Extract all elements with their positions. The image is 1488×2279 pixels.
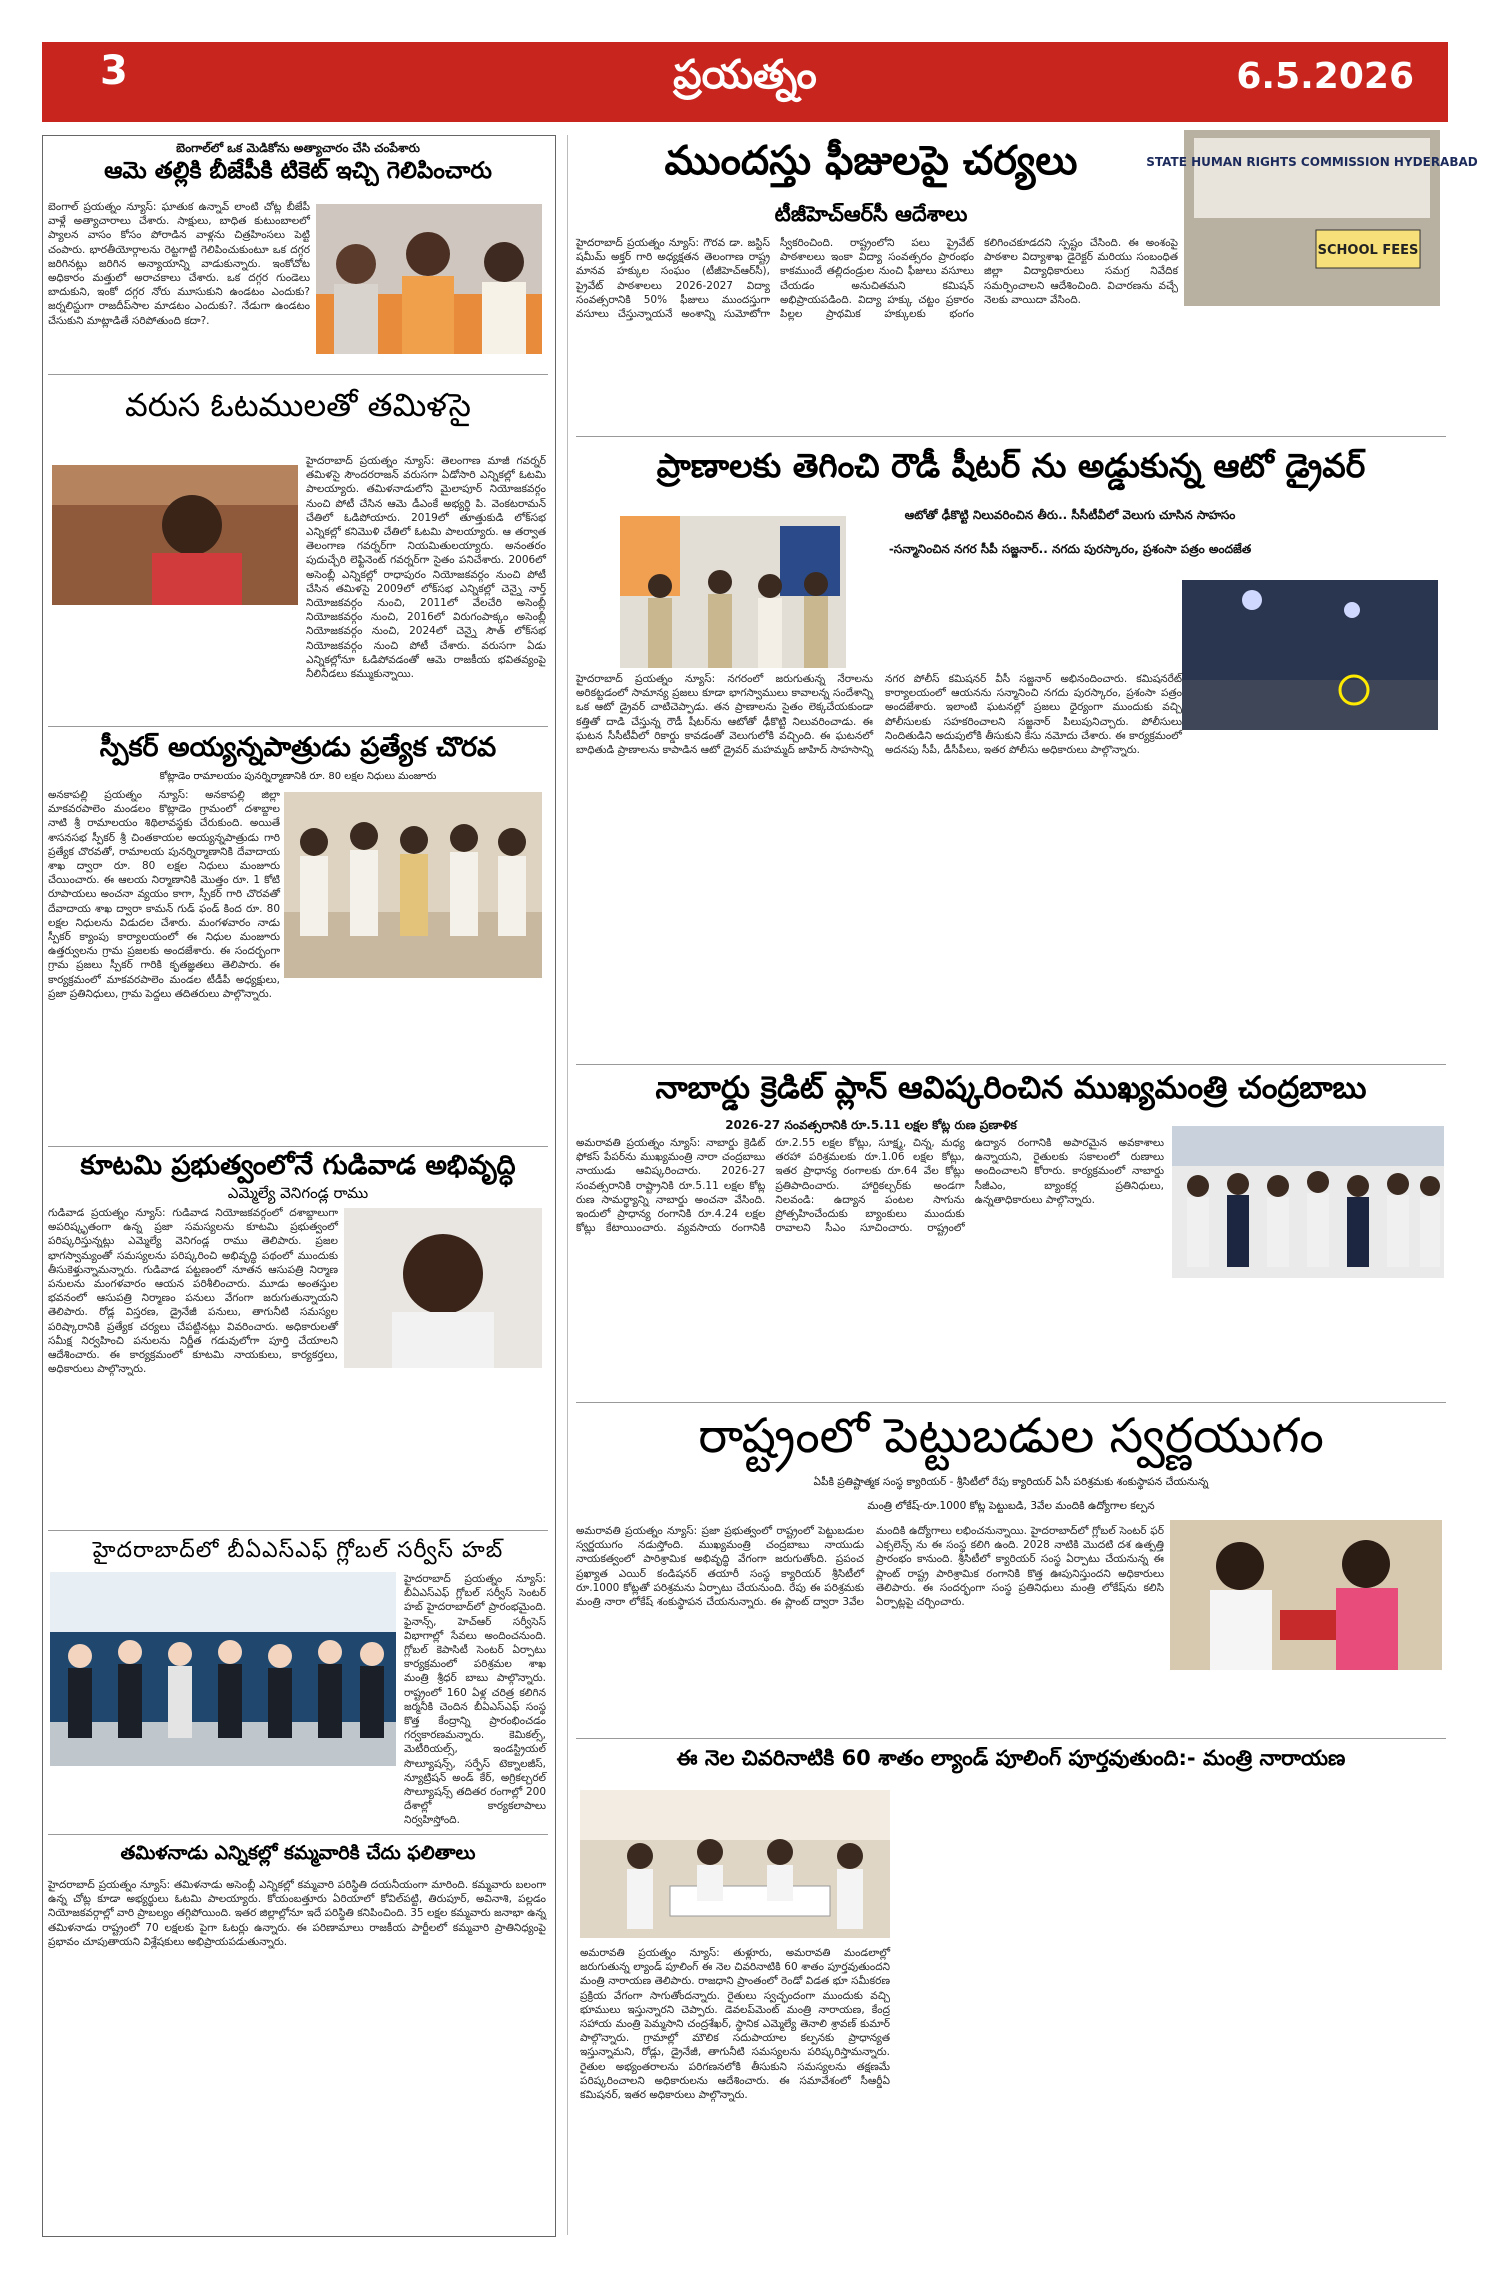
article-title: హైదరాబాద్‌లో బీఏఎస్‌ఎఫ్ గ్లోబల్ సర్వీస్ హబ్ bbox=[92, 1538, 504, 1563]
article-subtitle: కోట్లాడెం రామాలయం పునర్నిర్మాణానికి రూ. 80 లక్షల నిధులు మంజూరు bbox=[159, 771, 437, 782]
article-body-continued bbox=[48, 1026, 546, 1144]
photo-signboard: STATE HUMAN RIGHTS COMMISSION HYDERABAD bbox=[1146, 155, 1478, 169]
divider bbox=[48, 726, 548, 727]
newspaper-name: ప్రయత్నం bbox=[673, 52, 817, 98]
article-kicker: ఏపీకి ప్రతిష్టాత్మక సంస్థ క్యారియర్ - శ్రీసిటీలో రేపు క్యారియర్ ఏసీ పరిశ్రమకు శంకుస్థాపన చేయనున్న bbox=[813, 1476, 1209, 1488]
article-body: అమరావతి ప్రయత్నం న్యూస్: తుళ్లూరు, అమరావతి మండలాల్లో జరుగుతున్న ల్యాండ్ పూలింగ్ ఈ నెల చివరినాటికి 60 శాతం పూర్తవుతుందని మంత్రి నారాయణ తెలిపారు. రాజధాని ప్రాంతంలో రెండో విడత భూ సమీకరణ ప్రక్రియ వేగంగా సాగుతోందన్నారు. రైతులు స్వచ్ఛందంగా ముందుకు వచ్చి భూములు ఇస్తున్నారని చెప్పారు. డెవలప్‌మెంట్ మంత్రి నారాయణ, కేంద్ర సహాయ మంత్రి పెమ్మసాని చంద్రశేఖర్, స్థానిక ఎమ్మెల్యే తెనాలి శ్రావణ్ కుమార్ పాల్గొన్నారు. గ్రామాల్లో మౌలిక సదుపాయాల కల్పనకు ప్రాధాన్యత ఇస్తున్నామని, రోడ్లు, డ్రైనేజీ, తాగునీటి సమస్యలను పరిష్కరిస్తామన్నారు. రైతుల అభ్యంతరాలను పరిగణనలోకి తీసుకుని సమస్యలను తక్షణమే పరిష్కరించాలని అధికారులను ఆదేశించారు. ఈ సమావేశంలో సీఆర్డీఏ కమిషనర్, ఇతర అధికారులు పాల్గొన్నారు. bbox=[580, 1947, 890, 2102]
article-body: హైదరాబాద్ ప్రయత్నం న్యూస్: బీఏఎస్‌ఎఫ్ గ్లోబల్ సర్వీస్ సెంటర్ హబ్ హైదరాబాద్‌లో ప్రారంభమైంది. ఫైనాన్స్, హెచ్‌ఆర్ సర్వీసెస్ విభాగాల్లో సేవలు అందించనుంది. గ్లోబల్ కెపాసిటీ సెంటర్ ఏర్పాటు కార్యక్రమంలో పరిశ్రమల శాఖ మంత్రి శ్రీధర్ బాబు పాల్గొన్నారు. రాష్ట్రంలో 160 ఏళ్ల చరిత్ర కలిగిన జర్మనీకి చెందిన బీఏఎస్‌ఎఫ్ సంస్థ కొత్త కేంద్రాన్ని ప్రారంభించడం గర్వకారణమన్నారు. కెమికల్స్, మెటీరియల్స్, ఇండస్ట్రియల్ సొల్యూషన్స్, సర్ఫేస్ టెక్నాలజీస్, న్యూట్రిషన్ అండ్ కేర్, అగ్రికల్చరల్ సొల్యూషన్స్ తదితర రంగాల్లో 200 దేశాల్లో కార్యకలాపాలు నిర్వహిస్తోంది. bbox=[404, 1573, 546, 1827]
news-photo bbox=[1146, 130, 1478, 306]
article-title: ముందస్తు ఫీజులపై చర్యలు bbox=[664, 138, 1078, 184]
article-kicker: 2026-27 సంవత్సరానికి రూ.5.11 లక్షల కోట్ల రుణ ప్రణాళిక bbox=[725, 1118, 1017, 1132]
news-photo bbox=[1170, 1520, 1442, 1670]
column-divider bbox=[567, 135, 568, 2235]
article-body: హైదరాబాద్ ప్రయత్నం న్యూస్: తమిళనాడు అసెంబ్లీ ఎన్నికల్లో కమ్మవారి పరిస్థితి దయనీయంగా మారింది. కమ్మవారు బలంగా ఉన్న చోట్ల కూడా అభ్యర్థులు ఓటమి పాలయ్యారు. కోయంబత్తూరు ఏరియాలో కోవిల్‌పట్టి, తిరుపూర్, అవినాశి, పల్లడం నియోజకవర్గాల్లో వారి ప్రాబల్యం తగ్గిపోయింది. ఇతర జిల్లాల్లోనూ ఇదే పరిస్థితి కనిపించింది. 35 లక్షల కమ్మవారు జనాభా ఉన్న తమిళనాడు రాష్ట్రంలో 70 లక్షలకు పైగా ఓటర్లు ఉన్నారు. ఈ పరిణామాలు రాజకీయ పార్టీలలో కమ్మవారి ప్రాతినిధ్యంపై ప్రభావం చూపుతాయని విశ్లేషకులు అభిప్రాయపడుతున్నారు. bbox=[48, 1879, 546, 1948]
divider bbox=[48, 1834, 548, 1835]
article-title: ఈ నెల చివరినాటికి 60 శాతం ల్యాండ్ పూలింగ్ పూర్తవుతుంది:- మంత్రి నారాయణ bbox=[676, 1746, 1346, 1770]
article-kicker: -సన్మానించిన నగర సీపీ సజ్జనార్.. నగదు పురస్కారం, ప్రశంసా పత్రం అందజేత bbox=[888, 542, 1252, 556]
divider bbox=[576, 1738, 1446, 1739]
divider bbox=[48, 374, 548, 375]
news-photo bbox=[316, 204, 542, 354]
article-title: ప్రాణాలకు తెగించి రౌడీ షీటర్ ను అడ్డుకున్న ఆటో డ్రైవర్ bbox=[656, 446, 1366, 485]
cctv-photo bbox=[1182, 580, 1438, 730]
article-subtitle: ఎమ్మెల్యే వెనిగండ్ల రాము bbox=[227, 1184, 369, 1202]
news-photo bbox=[620, 516, 846, 668]
page-number: 3 bbox=[100, 48, 128, 94]
issue-date: 6.5.2026 bbox=[1236, 56, 1414, 97]
article-body: బెంగాల్ ప్రయత్నం న్యూస్: ఘాతుక ఉన్నావ్ లాంటి చోట్ల బీజేపీ వాళ్లే అత్యాచారాలు చేశారు. సాక్షులు, బాధిత కుటుంబాలలో ప్యాలన వాసం కోసం పోరాడిన వాళ్లను చిత్రహింసలు పెట్టి చంపారు. భారతీయోర్గాలను రెట్టగాట్టి గెలిపించుకుంటూ ఒక దగ్గర జరిగినట్లు జరిగిన అన్యాయాన్ని వాడుకున్నారు. ఇంకోచోట అధికారం మత్తులో అరాచకాలు చేశారు. ఒక దగ్గర గుండెలు బాదుకుని, ఇంకో దగ్గర నోరు మూసుకుని ఉండటం ఎందుకు? జర్నలిస్టుగా రాజదీప్‌సాల మాడటం ఎందుకు?. నేడుగా ఉండటం చేసుకుని మాట్లాడితే సరిపోతుంది కదా?. bbox=[48, 201, 310, 327]
article-title: నాబార్డు క్రెడిట్ ప్లాన్ ఆవిష్కరించిన ముఖ్యమంత్రి చంద్రబాబు bbox=[655, 1070, 1367, 1106]
article-body-continued bbox=[1172, 1284, 1442, 1398]
news-photo bbox=[344, 1208, 542, 1368]
article-title: ఆమె తల్లికి బీజేపీకి టికెట్ ఇచ్చి గెలిపించారు bbox=[104, 158, 492, 184]
article-body-continued bbox=[900, 1788, 1442, 2228]
article-kicker: బెంగాల్‌లో ఒక మెడికోను అత్యాచారం చేసి చంపేశారు bbox=[176, 141, 420, 155]
divider bbox=[576, 1064, 1446, 1065]
news-photo bbox=[52, 465, 298, 605]
article-body-continued bbox=[1184, 736, 1442, 1062]
article-kicker: మంత్రి లోకేష్-రూ.1000 కోట్ల పెట్టుబడి, 3వేల మందికి ఉద్యోగాల కల్పన bbox=[867, 1500, 1155, 1512]
article-body: గుడివాడ ప్రయత్నం న్యూస్: గుడివాడ నియోజకవర్గంలో దశాబ్దాలుగా అపరిష్కృతంగా ఉన్న ప్రజా సమస్యలను కూటమి ప్రభుత్వంలో పరిష్కరిస్తున్నట్లు ఎమ్మెల్యే వెనిగండ్ల రాము తెలిపారు. ప్రజల భాగస్వామ్యంతో సమస్యలను పరిష్కరించి అభివృద్ధి పథంలో ముందుకు తీసుకెళ్తున్నామన్నారు. గుడివాడ పట్టణంలో నూతన ఆసుపత్రి నిర్మాణ పనులను మంగళవారం ఆయన పరిశీలించారు. మూడు అంతస్తుల భవనంలో ఆసుపత్రి నిర్మాణం పనులు వేగంగా జరుగుతున్నాయని తెలిపారు. రోడ్ల విస్తరణ, డ్రైనేజీ పనులు, తాగునీటి సమస్యల పరిష్కారానికి ప్రత్యేక చర్యలు చేపట్టినట్లు వివరించారు. అధికారులతో సమీక్ష నిర్వహించి పనులను నిర్ణీత గడువులోగా పూర్తి చేయాలని ఆదేశించారు. ఈ కార్యక్రమంలో కూటమి నాయకులు, కార్యకర్తలు, అధికారులు పాల్గొన్నారు. bbox=[48, 1207, 338, 1376]
article-body-continued bbox=[1170, 1674, 1442, 1734]
news-photo bbox=[1172, 1126, 1444, 1278]
article-body-continued bbox=[48, 1376, 546, 1528]
article-body: అమరావతి ప్రయత్నం న్యూస్: ప్రజా ప్రభుత్వంలో రాష్ట్రంలో పెట్టుబడుల స్వర్ణయుగం నడుస్తోంది. ముఖ్యమంత్రి చంద్రబాబు నాయుడు నాయకత్వంలో పారిశ్రామిక అభివృద్ధి వేగంగా జరుగుతోంది. ప్రపంచ ప్రఖ్యాత ఎయిర్ కండిషనర్ తయారీ సంస్థ క్యారియర్ శ్రీసిటీలో రూ.1000 కోట్లతో పరిశ్రమను ఏర్పాటు చేయనుంది. రేపు ఈ పరిశ్రమకు మంత్రి నారా లోకేష్ శంకుస్థాపన చేయనున్నారు. ఈ ప్లాంట్ ద్వారా 3వేల మందికి ఉద్యోగాలు లభించనున్నాయి. హైదరాబాద్‌లో గ్లోబల్ సెంటర్ ఫర్ ఎక్సలెన్స్ ను ఈ సంస్థ కలిగి ఉంది. 2028 నాటికి మొదటి దశ ఉత్పత్తి ప్రారంభం కానుంది. శ్రీసిటీలో క్యారియర్ సంస్థ ఏర్పాటు చేయనున్న ఈ ప్లాంట్ రాష్ట్ర పారిశ్రామిక రంగానికి కొత్త ఊపునిస్తుందని అధికారులు తెలిపారు. ఈ సందర్భంగా సంస్థ ప్రతినిధులు మంత్రి లోకేష్‌ను కలిసి ఏర్పాట్లపై చర్చించారు. bbox=[576, 1525, 1164, 1609]
article-body-continued bbox=[48, 1768, 546, 1832]
article-body: హైదరాబాద్ ప్రయత్నం న్యూస్: నగరంలో జరుగుతున్న నేరాలను అరికట్టడంలో సామాన్య ప్రజలు కూడా భాగస్వాములు కావాలన్న సందేశాన్ని ఒక ఆటో డ్రైవర్ చాటిచెప్పాడు. తన ప్రాణాలను సైతం లెక్కచేయకుండా కత్తితో దాడి చేస్తున్న రౌడీ షీటర్‌ను ఆటోతో ఢీకొట్టి నిలువరించాడు. ఈ ఘటన సీసీటీవీలో రికార్డు కావడంతో వెలుగులోకి వచ్చింది. ఈ ఘటనలో బాధితుడి ప్రాణాలను కాపాడిన ఆటో డ్రైవర్ మహమ్మద్ జాహిద్ సాహసాన్ని నగర పోలీస్ కమిషనర్ వీసీ సజ్జనార్ అభినందించారు. కమిషనరేట్ కార్యాలయంలో ఆయనను సన్మానించి నగదు పురస్కారం, ప్రశంసా పత్రం అందజేశారు. ఇలాంటి ఘటనల్లో ప్రజలు ధైర్యంగా ముందుకు వచ్చి పోలీసులకు సహకరించాలని సజ్జనార్ పిలుపునిచ్చారు. పోలీసులు నిందితుడిని అదుపులోకి తీసుకుని కేసు నమోదు చేశారు. ఈ కార్యక్రమంలో అదనపు సీపీ, డీసీపీలు, ఇతర పోలీసు అధికారులు పాల్గొన్నారు. bbox=[576, 673, 1182, 757]
photo-board-text: SCHOOL FEES bbox=[1317, 243, 1419, 258]
news-photo bbox=[50, 1572, 396, 1766]
news-photo bbox=[284, 792, 542, 978]
article-body-continued bbox=[48, 606, 546, 724]
article-title: కూటమి ప్రభుత్వంలోనే గుడివాడ అభివృద్ధి bbox=[80, 1150, 516, 1181]
article-title: వరుస ఓటములతో తమిళసై bbox=[125, 386, 471, 424]
article-body: అనకాపల్లి ప్రయత్నం న్యూస్: అనకాపల్లి జిల్లా మాకవరపాలెం మండలం కొట్లాడెం గ్రామంలో దశాబ్దాల నాటి శ్రీ రామాలయం శిథిలావస్థకు చేరుకుంది. అయితే శాసనసభ స్పీకర్ శ్రీ చింతకాయల అయ్యన్నపాత్రుడు గారి ప్రత్యేక చొరవతో, రామాలయ పునర్నిర్మాణానికి దేవాదాయ శాఖ ద్వారా రూ. 80 లక్షల నిధులు మంజూరు చేయించారు. ఈ ఆలయ నిర్మాణానికి మొత్తం రూ. 1 కోటి రూపాయలు అంచనా వ్యయం కాగా, స్పీకర్ గారి చొరవతో దేవాదాయ శాఖ ద్వారా కామన్ గుడ్ ఫండ్ కింద రూ. 80 లక్షల నిధులను విడుదల చేశారు. మంగళవారం నాడు స్పీకర్ క్యాంపు కార్యాలయంలో ఈ నిధుల మంజూరు ఉత్తర్వులను గ్రామ ప్రజలకు అందజేశారు. ఈ సందర్భంగా గ్రామ ప్రజలు స్పీకర్ గారికి కృతజ్ఞతలు తెలిపారు. ఈ కార్యక్రమంలో మాకవరపాలెం మండల టీడీపీ అధ్యక్షులు, ప్రజా ప్రతినిధులు, గ్రామ పెద్దలు తదితరులు పాల్గొన్నారు. bbox=[48, 789, 280, 1000]
article-subtitle: టీజీహెచ్‌ఆర్‌సీ ఆదేశాలు bbox=[774, 202, 968, 226]
article-body: హైదరాబాద్ ప్రయత్నం న్యూస్: తెలంగాణ మాజీ గవర్నర్ తమిళసై సౌందరరాజన్ వరుసగా ఏడోసారి ఎన్నికల్లో ఓటమి పాలయ్యారు. తమిళనాడులోని మైలాపూర్ నియోజకవర్గం నుంచి పోటీ చేసిన ఆమె డీఎంకే అభ్యర్థి పి. వెంకటరామన్ చేతిలో ఓడిపోయారు. 2019లో తూత్తుకుడి లోక్‌సభ ఎన్నికల్లో కనిమొళి చేతిలో ఓటమి పాలయ్యారు. ఆ తర్వాత తెలంగాణ గవర్నర్‌గా నియమితులయ్యారు. అనంతరం పుదుచ్చేరి లెఫ్టినెంట్ గవర్నర్‌గా సైతం పనిచేశారు. 2006లో అసెంబ్లీ ఎన్నికల్లో రాధాపురం నియోజకవర్గం నుంచి పోటీ చేసిన తమిళసై 2009లో లోక్‌సభ ఎన్నికల్లో చెన్నై నార్త్ నియోజకవర్గం నుంచి, 2011లో వేలచేరి అసెంబ్లీ నియోజకవర్గం నుంచి, 2016లో విరుగంపాక్కం అసెంబ్లీ నియోజకవర్గం నుంచి, 2024లో చెన్నై సౌత్ లోక్‌సభ నియోజకవర్గం నుంచి పోటీ చేశారు. వరుసగా ఏడు ఎన్నికల్లోనూ ఓడిపోవడంతో ఆమె రాజకీయ భవితవ్యంపై నీలినీడలు కమ్ముకున్నాయి. bbox=[306, 455, 546, 681]
divider bbox=[576, 1402, 1446, 1403]
article-kicker: ఆటోతో ఢీకొట్టి నిలువరించిన తీరు.. సీసీటీవీలో వెలుగు చూసిన సాహసం bbox=[904, 508, 1236, 522]
article-title: తమిళనాడు ఎన్నికల్లో కమ్మవారికి చేదు ఫలితాలు bbox=[120, 1842, 476, 1864]
article-body: అమరావతి ప్రయత్నం న్యూస్: నాబార్డు క్రెడిట్ ఫోకస్ పేపర్‌ను ముఖ్యమంత్రి నారా చంద్రబాబు నాయుడు ఆవిష్కరించారు. 2026-27 సంవత్సరానికి రాష్ట్రానికి రూ.5.11 లక్షల కోట్ల రుణ సామర్థ్యాన్ని నాబార్డు అంచనా వేసింది. ఇందులో ప్రాధాన్య రంగానికి రూ.4.24 లక్షల కోట్లు కేటాయించారు. వ్యవసాయ రంగానికి రూ.2.55 లక్షల కోట్లు, సూక్ష్మ, చిన్న, మధ్య తరహా పరిశ్రమలకు రూ.1.06 లక్షల కోట్లు, ఇతర ప్రాధాన్య రంగాలకు రూ.64 వేల కోట్లు ప్రతిపాదించారు. హార్టికల్చర్‌కు అండగా నిలవండి: ఉద్యాన పంటల సాగును ప్రోత్సహించేందుకు బ్యాంకులు ముందుకు రావాలని సీఎం సూచించారు. రాష్ట్రంలో ఉద్యాన రంగానికి అపారమైన అవకాశాలు ఉన్నాయని, రైతులకు సకాలంలో రుణాలు అందించాలని కోరారు. కార్యక్రమంలో నాబార్డు సీజీఎం, బ్యాంకర్ల ప్రతినిధులు, ఉన్నతాధికారులు పాల్గొన్నారు. bbox=[576, 1137, 1164, 1235]
divider bbox=[576, 436, 1446, 437]
divider bbox=[48, 1146, 548, 1147]
article-body: హైదరాబాద్ ప్రయత్నం న్యూస్: గౌరవ డా. జస్టిస్ షమీమ్ అక్తర్ గారి అధ్యక్షతన తెలంగాణ రాష్ట్ర మానవ హక్కుల సంఘం (టీజీహెచ్‌ఆర్‌సీ), ప్రైవేట్ పాఠశాలలు 2026-2027 విద్యా సంవత్సరానికి 50% ఫీజులు ముందస్తుగా వసూలు చేస్తున్నాయనే అంశాన్ని సుమోటోగా స్వీకరించింది. రాష్ట్రంలోని పలు ప్రైవేట్ పాఠశాలలు ఇంకా విద్యా సంవత్సరం ప్రారంభం కాకముందే తల్లిదండ్రుల నుంచి ఫీజులు వసూలు చేయడం అనుచితమని కమిషన్ అభిప్రాయపడింది. విద్యా హక్కు చట్టం ప్రకారం పిల్లల ప్రాథమిక హక్కులకు భంగం కలిగించకూడదని స్పష్టం చేసింది. ఈ అంశంపై పాఠశాల విద్యాశాఖ డైరెక్టర్ మరియు సంబంధిత జిల్లా విద్యాధికారులు సమగ్ర నివేదిక సమర్పించాలని ఆదేశించింది. విచారణను వచ్చే నెలకు వాయిదా వేసింది. bbox=[576, 237, 1178, 321]
masthead bbox=[42, 42, 1448, 122]
divider bbox=[48, 1530, 548, 1531]
news-photo bbox=[580, 1790, 890, 1938]
article-title: స్పీకర్ అయ్యన్నపాత్రుడు ప్రత్యేక చొరవ bbox=[99, 732, 497, 763]
article-title: రాష్ట్రంలో పెట్టుబడుల స్వర్ణయుగం bbox=[698, 1408, 1324, 1464]
